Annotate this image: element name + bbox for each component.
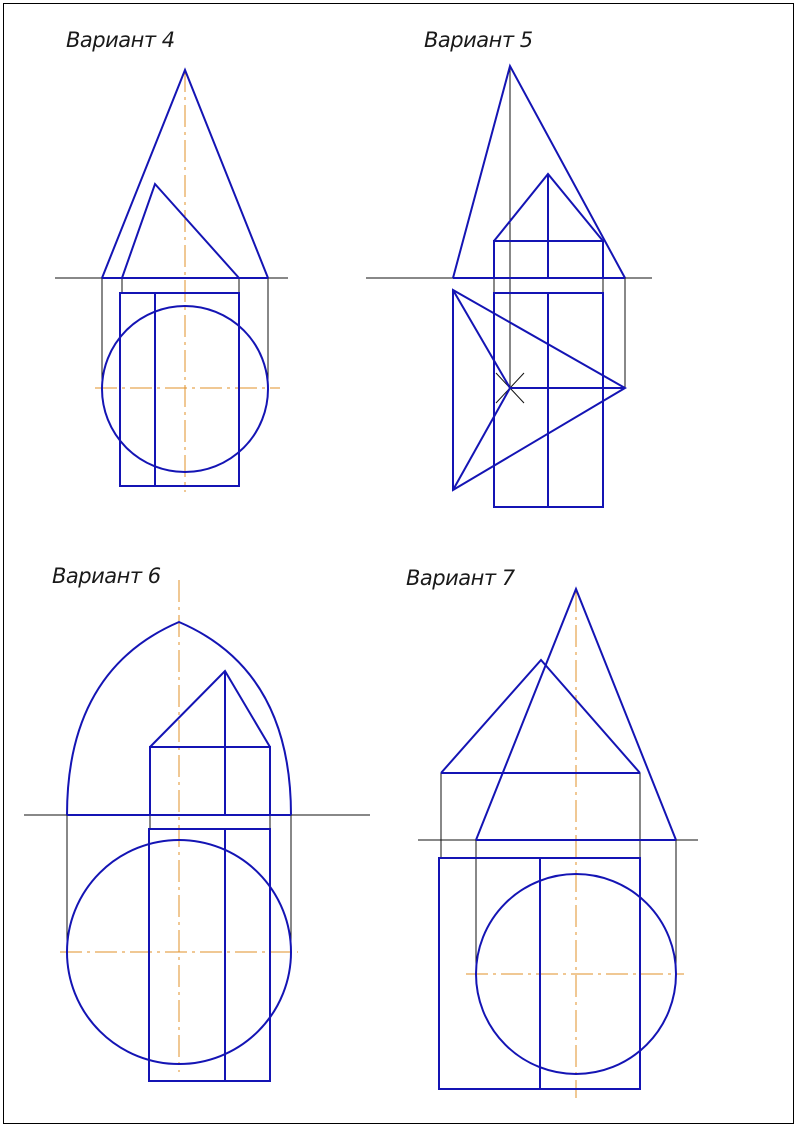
variant-4-drawing	[55, 70, 288, 492]
v5-pyramid-top	[453, 290, 625, 490]
variant-5-drawing	[366, 66, 652, 507]
v5-pyramid-top-edge	[453, 388, 510, 490]
v6-prism-front-body	[150, 747, 270, 815]
variant-7-drawing	[418, 589, 698, 1098]
v6-prism-front-roof	[150, 671, 270, 747]
variant-6-drawing	[24, 580, 370, 1081]
v5-pyramid-top-edge	[453, 290, 510, 388]
variant-6-label: Вариант 6	[52, 564, 161, 588]
variant-4-label: Вариант 4	[66, 28, 175, 52]
variant-7-label: Вариант 7	[406, 566, 515, 590]
v4-pyramid-front	[122, 184, 239, 278]
variant-5-label: Вариант 5	[424, 28, 533, 52]
v5-pyramid-front	[453, 66, 625, 278]
